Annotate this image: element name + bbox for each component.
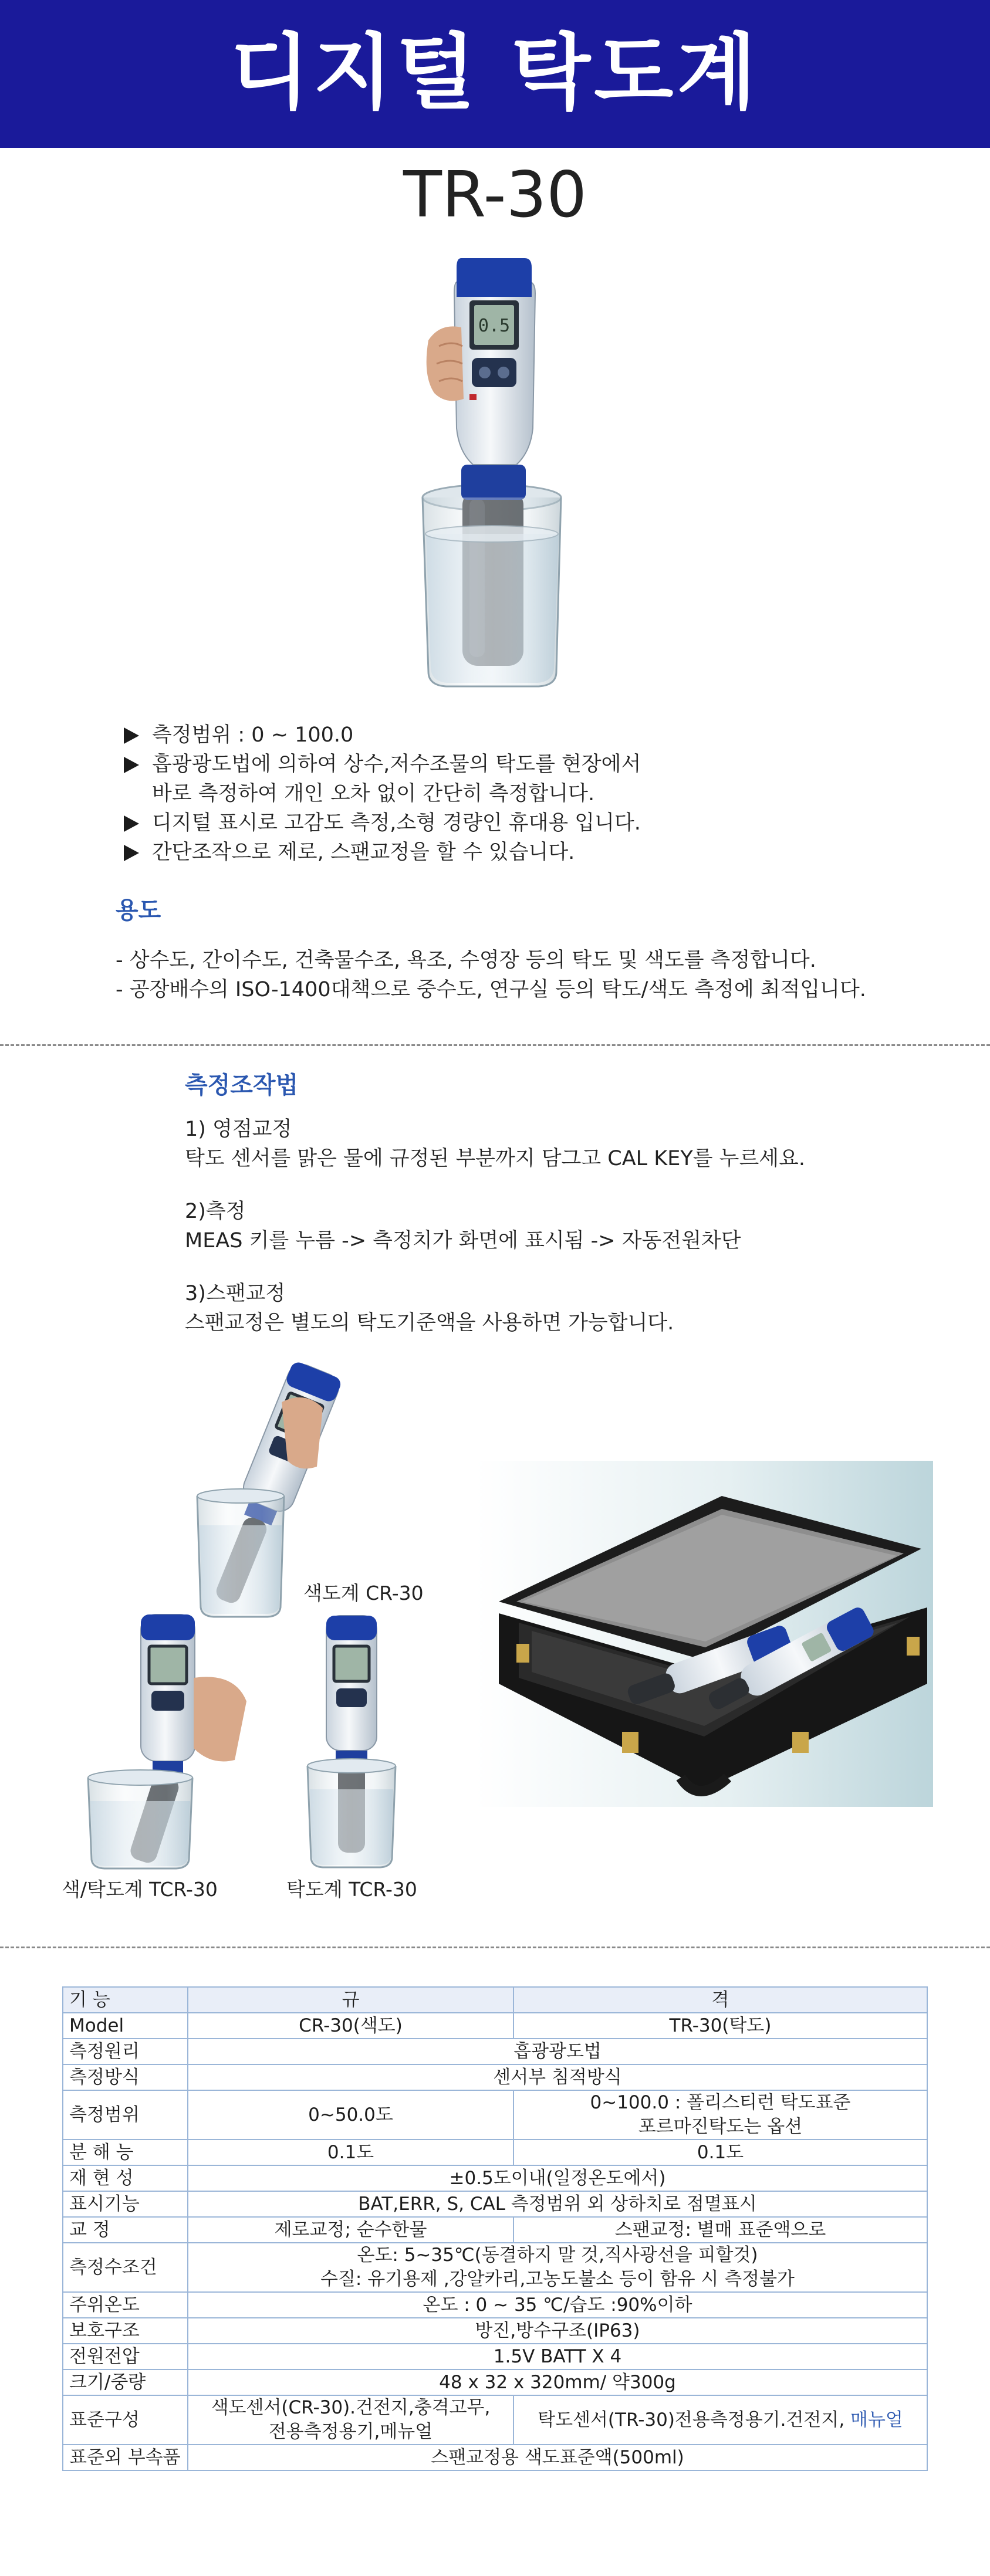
device-reading: 0.5	[478, 316, 511, 336]
section-divider	[0, 1044, 990, 1046]
feature-item: 흡광광도법에 의하여 상수,저수조물의 탁도를 현장에서	[120, 750, 883, 779]
operation-step: 1) 영점교정 탁도 센서를 맑은 물에 규정된 부분까지 담그고 CAL KEY를 누르세요.	[185, 1118, 806, 1170]
usage-heading: 용도	[116, 897, 161, 924]
section-divider	[0, 1947, 990, 1948]
spec-row: 재 현 성 ±0.5도이내(일정온도에서)	[63, 2165, 927, 2191]
spec-row: 측정원리 흡광광도법	[63, 2039, 927, 2064]
spec-row: 측정방식 센서부 침적방식	[63, 2064, 927, 2090]
spec-row: 표준구성 색도센서(CR-30).건전지,충격고무, 전용측정용기,메뉴얼 탁도센서(TR-30)전용측정용기.건전지, 매뉴얼	[63, 2395, 927, 2445]
spec-row: 보호구조 방진,방수구조(IP63)	[63, 2318, 927, 2344]
spec-row: 전원전압 1.5V BATT X 4	[63, 2344, 927, 2369]
tcr30-turbidity-photo	[305, 1613, 399, 1871]
triangle-bullet-icon	[124, 757, 139, 773]
feature-item: 간단조작으로 제로, 스팬교정을 할 수 있습니다.	[120, 838, 883, 867]
usage-item: - 상수도, 간이수도, 건축물수조, 욕조, 수영장 등의 탁도 및 색도를 측정합니다.	[116, 949, 816, 972]
caption-cr30: 색도계 CR-30	[303, 1582, 424, 1605]
spec-row: 크기/중량 48 x 32 x 320mm/ 약300g	[63, 2369, 927, 2395]
operation-heading: 측정조작법	[185, 1072, 299, 1099]
tcr30-color-photo	[82, 1607, 276, 1871]
caption-tcr30-turbidity: 탁도계 TCR-30	[286, 1878, 417, 1901]
page-title: 디지털 탁도계	[230, 25, 760, 121]
spec-row: 측정범위 0~50.0도 0~100.0 : 폴리스티런 탁도표준 포르마진탁도는 옵션	[63, 2090, 927, 2140]
usage-list	[116, 946, 866, 1004]
spec-row: 표준외 부속품 스팬교정용 색도표준액(500ml)	[63, 2445, 927, 2470]
operation-steps	[185, 1115, 948, 1361]
product-photo-main	[405, 258, 575, 692]
spec-row: 주위온도 온도 : 0 ~ 35 ℃/습도 :90%이하	[63, 2292, 927, 2318]
feature-list	[120, 720, 883, 867]
spec-row: 교 정 제로교정; 순수한물 스팬교정: 별매 표준액으로	[63, 2217, 927, 2243]
feature-item-continuation: 바로 측정하여 개인 오차 없이 간단히 측정합니다.	[152, 782, 595, 805]
feature-item: 측정범위 : 0 ~ 100.0	[120, 720, 883, 750]
triangle-bullet-icon	[124, 727, 139, 744]
model-title: TR-30	[403, 158, 587, 232]
spec-row: 표시기능 BAT,ERR, S, CAL 측정범위 외 상하치로 점멸표시	[63, 2191, 927, 2217]
carrying-case-photo	[475, 1461, 933, 1807]
spec-header-row: 기 능 규 격	[63, 1987, 927, 2013]
spec-row: 측정수조건 온도: 5~35℃(동결하지 말 것,직사광선을 피할것) 수질: 유기용제 ,강알카리,고농도불소 등이 함유 시 측정불가	[63, 2243, 927, 2292]
feature-item: 디지털 표시로 고감도 측정,소형 경량인 휴대용 입니다.	[120, 808, 883, 838]
spec-row: Model CR-30(색도) TR-30(탁도)	[63, 2013, 927, 2039]
spec-row: 분 해 능 0.1도 0.1도	[63, 2140, 927, 2165]
usage-item: - 공장배수의 ISO-1400대책으로 중수도, 연구실 등의 탁도/색도 측정에 최적입니다.	[116, 978, 866, 1001]
spec-table	[62, 1986, 928, 2471]
triangle-bullet-icon	[124, 815, 139, 832]
triangle-bullet-icon	[124, 845, 139, 861]
title-banner	[0, 0, 990, 148]
operation-step: 3)스팬교정 스팬교정은 별도의 탁도기준액을 사용하면 가능합니다.	[185, 1282, 674, 1335]
caption-tcr30-color: 색/탁도계 TCR-30	[62, 1878, 218, 1901]
operation-step: 2)측정 MEAS 키를 누름 -> 측정치가 화면에 표시됨 -> 자동전원차단	[185, 1200, 741, 1253]
